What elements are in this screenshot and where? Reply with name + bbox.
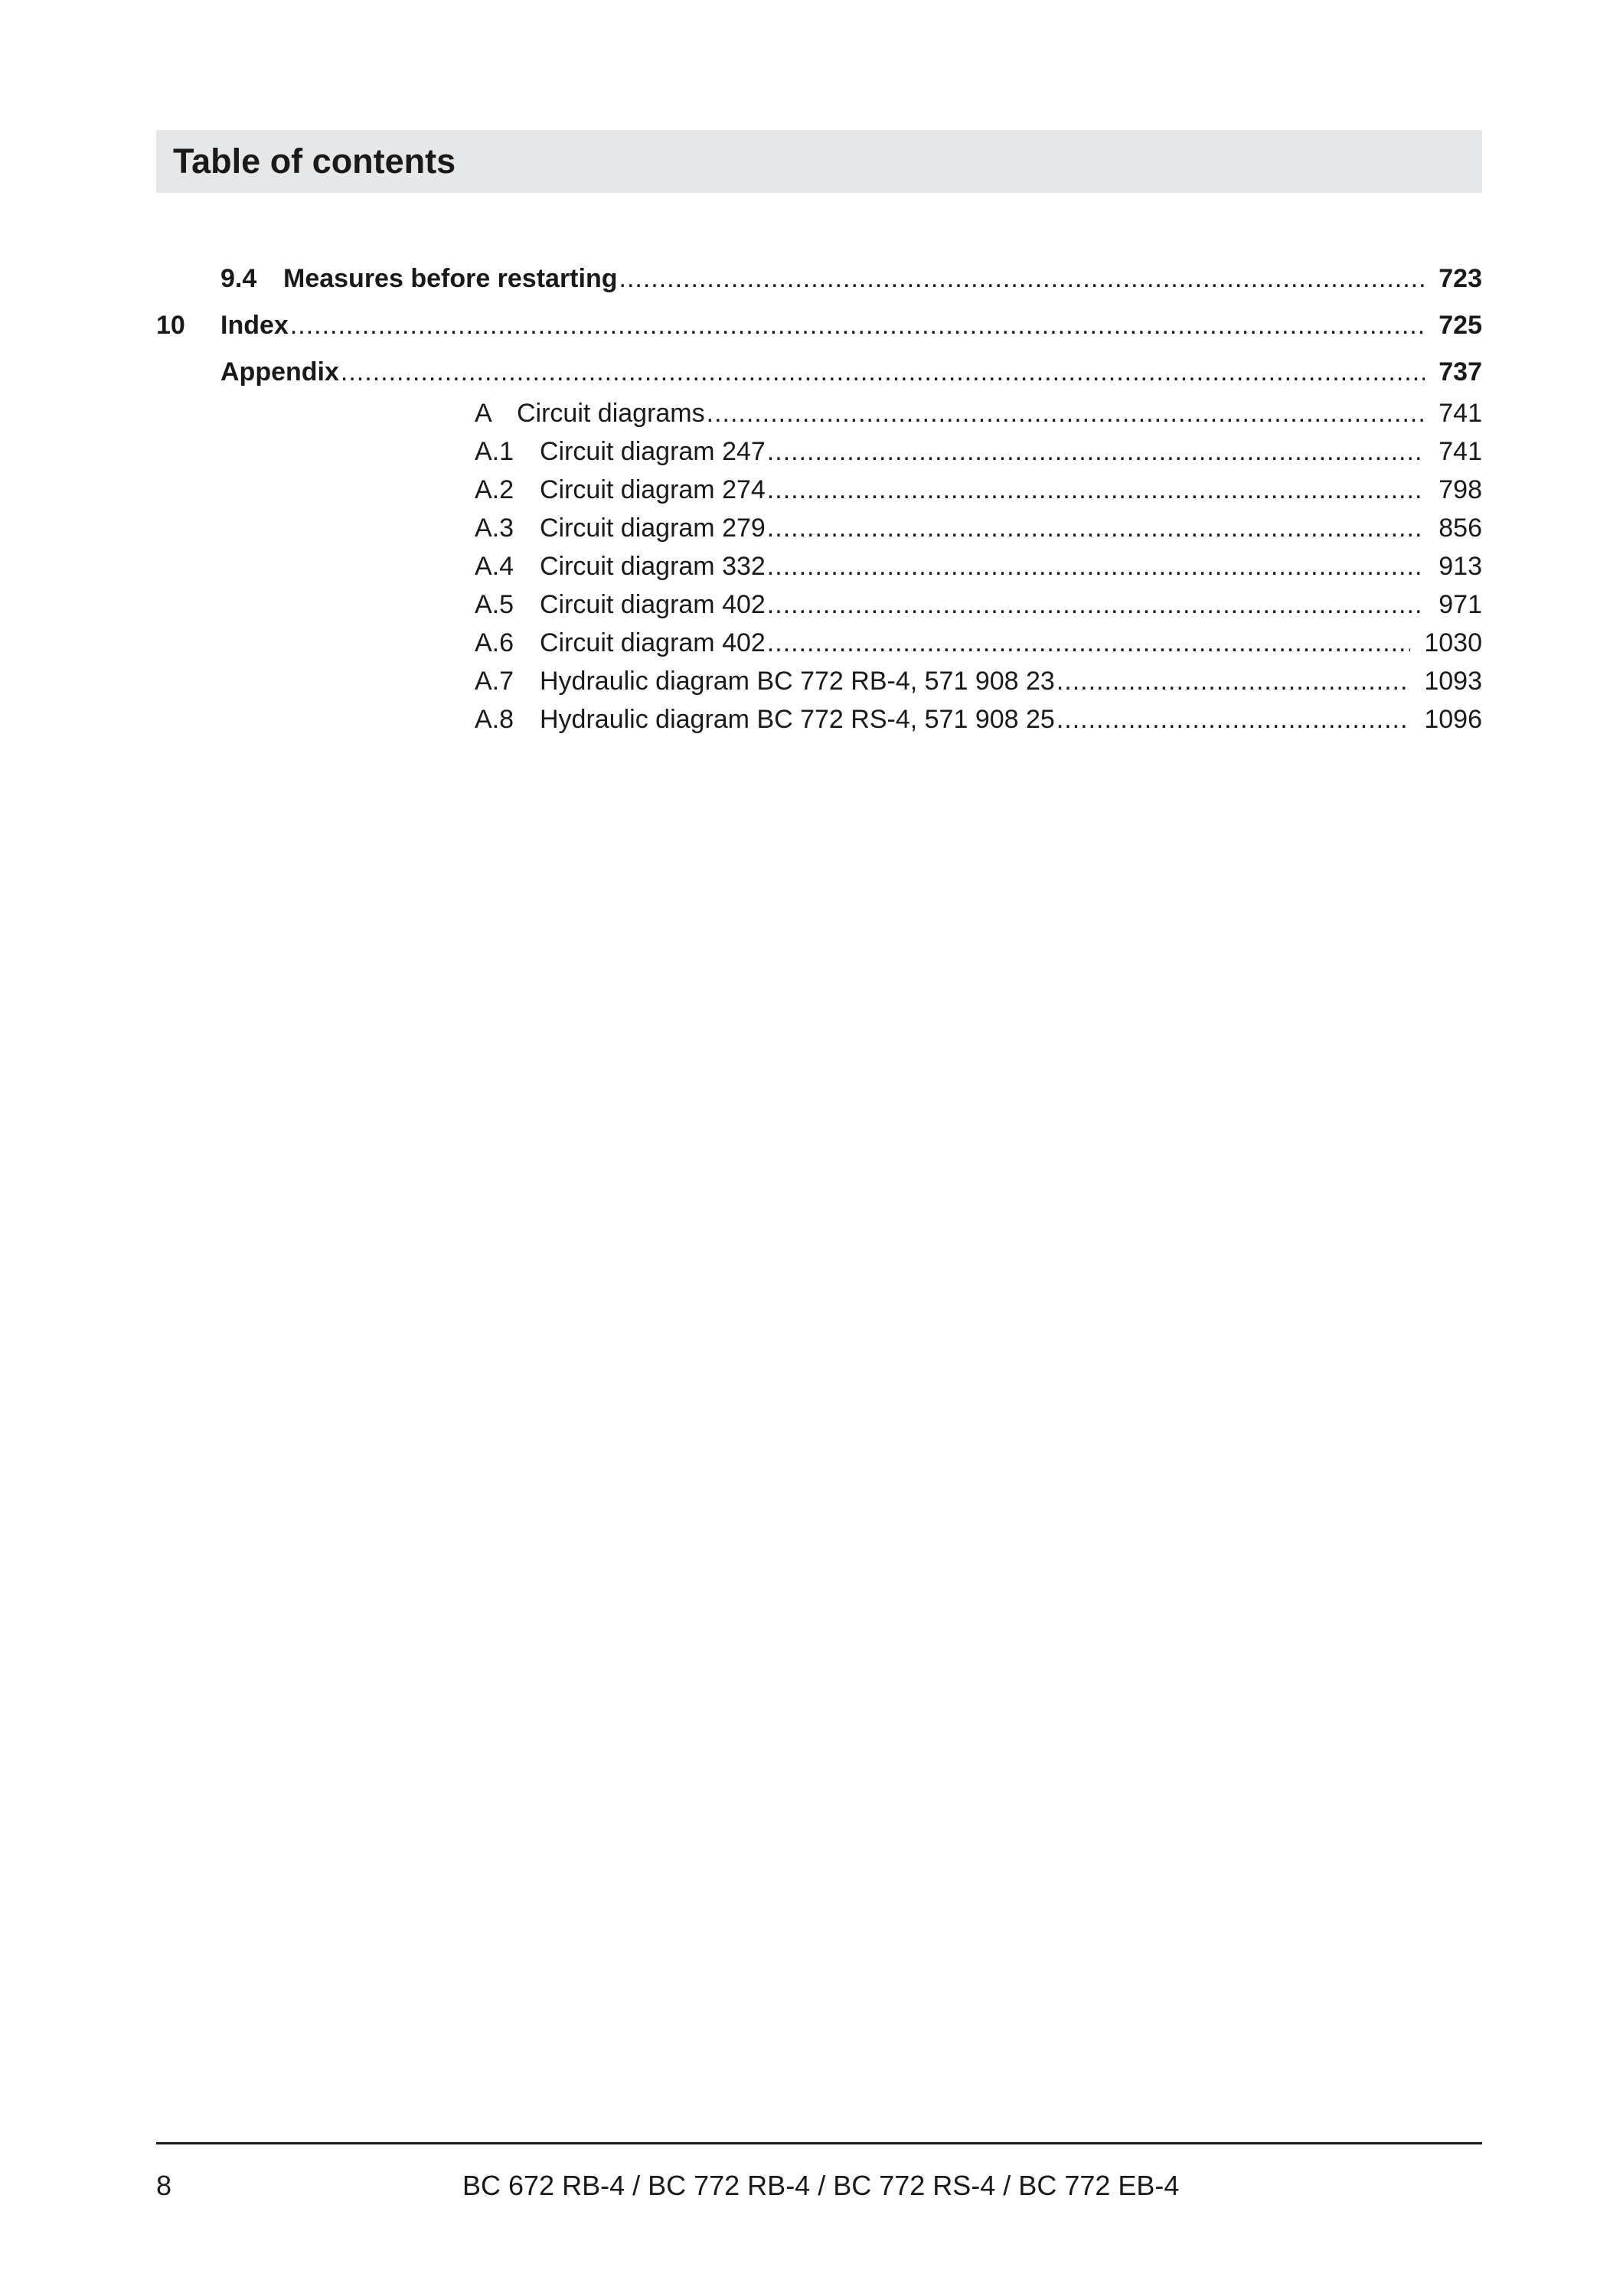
page-title: Table of contents [173,142,456,181]
footer-page-number: 8 [156,2170,172,2201]
toc-entry-page: 1096 [1424,705,1482,734]
toc-entry-title: Circuit diagram 402 [540,628,766,657]
toc-entry-number: A.2 [475,475,514,504]
toc-entry-page: 737 [1438,357,1482,386]
toc-entry-number: A.1 [475,437,514,466]
toc-entry-page: 741 [1438,437,1482,466]
toc-entry-title: Index [220,311,289,340]
toc-entry-10[interactable] [156,308,1482,342]
toc-entry-title: Hydraulic diagram BC 772 RS-4, 571 908 25 [540,705,1055,734]
toc-entry-title: Circuit diagram 402 [540,590,766,619]
toc-entry-a6[interactable] [475,626,1482,660]
dot-leader [341,355,1425,389]
toc-entry-page: 741 [1438,399,1482,428]
toc-entry-a[interactable] [475,396,1482,430]
dot-leader [767,435,1425,468]
toc-entry-page: 723 [1438,264,1482,293]
toc-entry-page: 725 [1438,311,1482,340]
toc-entry-title: Circuit diagram 247 [540,437,766,466]
toc-entry-a4[interactable] [475,550,1482,583]
toc-entry-a8[interactable] [475,703,1482,736]
dot-leader [1056,703,1411,736]
toc-entry-appendix[interactable] [220,355,1482,389]
toc-entry-a2[interactable] [475,473,1482,507]
footer-divider [156,2142,1482,2144]
toc-entry-title: Appendix [220,357,339,386]
toc-entry-title: Hydraulic diagram BC 772 RB-4, 571 908 23 [540,667,1055,696]
toc-entry-page: 798 [1438,475,1482,504]
toc-entry-number: A.3 [475,514,514,543]
toc-entry-a1[interactable] [475,435,1482,468]
toc-entry-number: A.5 [475,590,514,619]
toc-entry-a7[interactable] [475,664,1482,698]
toc-entry-title: Measures before restarting [283,264,618,293]
toc-entry-number: A.8 [475,705,514,734]
toc-entry-number: A.4 [475,552,514,581]
title-band [156,130,1482,193]
dot-leader [767,473,1425,507]
toc-entry-title: Circuit diagram 332 [540,552,766,581]
toc-entry-number: 9.4 [220,264,257,293]
toc-entry-page: 856 [1438,514,1482,543]
dot-leader [1056,664,1411,698]
toc-entry-page: 971 [1438,590,1482,619]
toc-entry-number: A.7 [475,667,514,696]
toc-entry-number: 10 [156,311,185,340]
dot-leader [767,588,1425,621]
toc-entry-title: Circuit diagram 279 [540,514,766,543]
toc-entry-9-4[interactable] [220,262,1482,295]
toc-entry-page: 1030 [1424,628,1482,657]
dot-leader [707,396,1425,430]
toc-entry-title: Circuit diagram 274 [540,475,766,504]
dot-leader [767,626,1411,660]
dot-leader [767,511,1425,545]
dot-leader [767,550,1425,583]
toc-entry-page: 1093 [1424,667,1482,696]
toc-entry-number: A.6 [475,628,514,657]
dot-leader [619,262,1425,295]
toc-entry-title: Circuit diagrams [517,399,705,428]
dot-leader [290,308,1425,342]
toc-entry-a3[interactable] [475,511,1482,545]
toc-entry-number: A [475,399,492,428]
footer-model-list: BC 672 RB-4 / BC 772 RB-4 / BC 772 RS-4 / BC 772 EB-4 [462,2170,1180,2201]
toc-entry-a5[interactable] [475,588,1482,621]
toc-entry-page: 913 [1438,552,1482,581]
